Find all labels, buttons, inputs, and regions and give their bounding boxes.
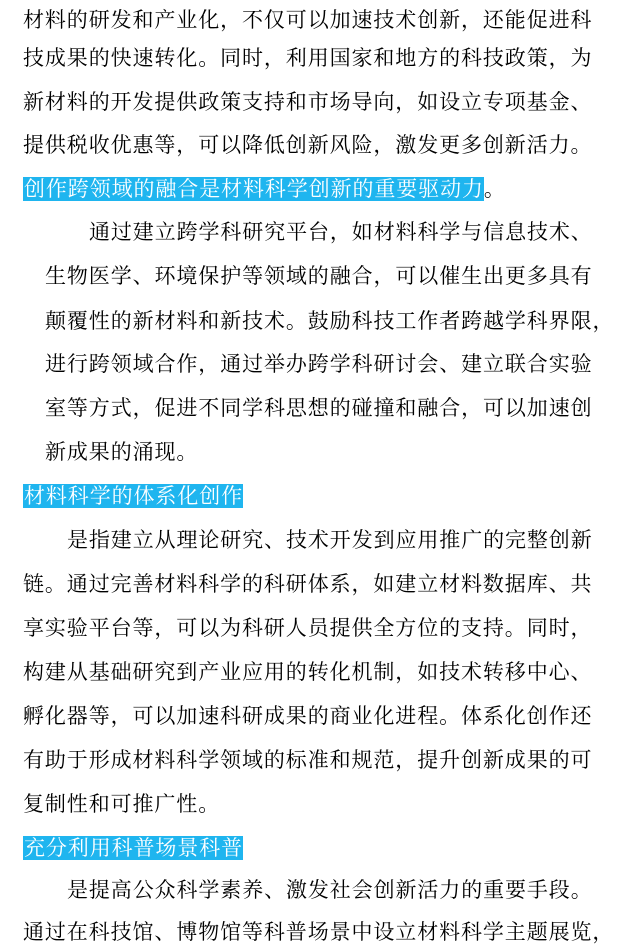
paragraph-2-line-4: 进行跨领域合作，通过举办跨学科研讨会、建立联合实验 [45,352,593,376]
section-heading-2 [23,476,243,516]
paragraph-1-line-4: 提供税收优惠等，可以降低创新风险，激发更多创新活力。 [23,133,593,157]
paragraph-1-line-1: 材料的研发和产业化，不仅可以加速技术创新，还能促进科 [23,8,593,32]
paragraph-2-line-1: 通过建立跨学科研究平台，如材料科学与信息技术、 [89,220,593,244]
paragraph-4-line-1: 是提高公众科学素养、激发社会创新活力的重要手段。 [67,878,593,902]
paragraph-2-line-6: 新成果的涌现。 [45,440,199,464]
section-heading-3 [23,828,243,868]
section-heading-2-text: 材料科学的体系化创作 [24,484,243,508]
paragraph-2-line-2: 生物医学、环境保护等领域的融合，可以催生出更多具有 [45,264,593,288]
paragraph-3-line-5: 孵化器等，可以加速科研成果的商业化进程。体系化创作还 [23,704,593,728]
paragraph-3-line-6: 有助于形成材料科学领域的标准和规范，提升创新成果的可 [23,748,593,772]
paragraph-3-line-4: 构建从基础研究到产业应用的转化机制，如技术转移中心、 [23,660,593,684]
section-heading-1-text: 创作跨领域的融合是材料科学创新的重要驱动力 [24,177,484,201]
paragraph-3-line-3: 享实验平台等，可以为科研人员提供全方位的支持。同时， [23,616,593,640]
paragraph-1-line-3: 新材料的开发提供政策支持和市场导向，如设立专项基金、 [23,90,593,114]
paragraph-2-line-3: 颠覆性的新材料和新技术。鼓励科技工作者跨越学科界限， [45,309,615,333]
paragraph-3-line-1: 是指建立从理论研究、技术开发到应用推广的完整创新 [67,528,593,552]
paragraph-4-line-2: 通过在科技馆、博物馆等科普场景中设立材料科学主题展览， [23,920,615,944]
paragraph-1-line-2: 技成果的快速转化。同时，利用国家和地方的科技政策，为 [23,46,593,70]
paragraph-3-line-7: 复制性和可推广性。 [23,792,221,816]
paragraph-3-line-2: 链。通过完善材料科学的科研体系，如建立材料数据库、共 [23,572,593,596]
section-heading-1-trailing: 。 [483,177,506,201]
paragraph-2-line-5: 室等方式，促进不同学科思想的碰撞和融合，可以加速创 [45,396,593,420]
section-heading-3-text: 充分利用科普场景科普 [24,836,243,860]
section-heading-1 [23,169,506,209]
